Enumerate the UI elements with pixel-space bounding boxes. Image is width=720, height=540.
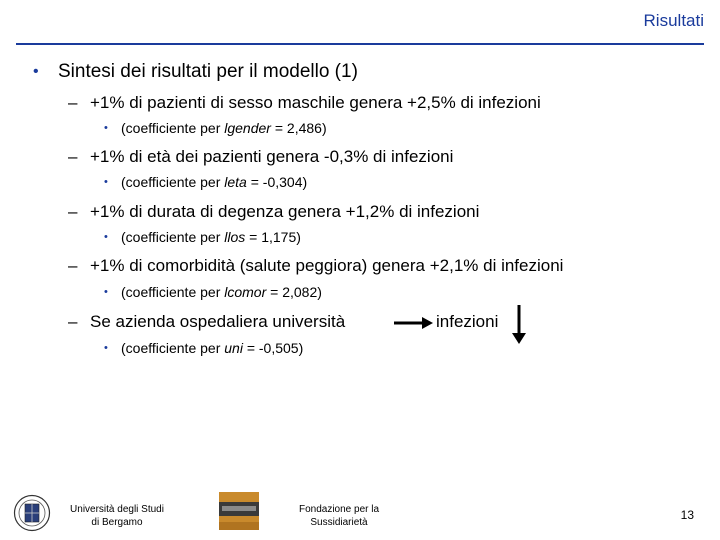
- item-detail: (coefficiente per llos = 1,175): [121, 229, 301, 245]
- footer-foundation-name: Fondazione per la Sussidiarietà: [298, 504, 380, 528]
- item-text: +1% di comorbidità (salute peggiora) genera +2,1% di infezioni: [90, 256, 564, 275]
- item-text: Se azienda ospedaliera università: [90, 312, 346, 331]
- dash-icon: –: [68, 202, 78, 221]
- dash-icon: –: [68, 93, 78, 112]
- dash-icon: –: [68, 147, 78, 166]
- item-detail: (coefficiente per uni = -0,505): [121, 340, 304, 356]
- item-text: +1% di pazienti di sesso maschile genera +2,5% di infezioni: [90, 93, 541, 112]
- dash-icon: –: [68, 312, 78, 331]
- slide-title: Risultati: [643, 11, 704, 30]
- university-seal-icon: [13, 494, 51, 532]
- bullet-icon: •: [33, 63, 39, 80]
- item-text-outcome: infezioni: [436, 312, 499, 331]
- right-arrow-icon: [394, 316, 434, 330]
- item-text: +1% di durata di degenza genera +1,2% di infezioni: [90, 202, 480, 221]
- dash-icon: –: [68, 256, 78, 275]
- dot-icon: •: [104, 342, 108, 354]
- item-detail: (coefficiente per lgender = 2,486): [121, 120, 327, 136]
- main-heading: Sintesi dei risultati per il modello (1): [58, 61, 358, 82]
- dot-icon: •: [104, 231, 108, 243]
- dot-icon: •: [104, 122, 108, 134]
- item-detail: (coefficiente per lcomor = 2,082): [121, 284, 322, 300]
- item-detail: (coefficiente per leta = -0,304): [121, 174, 308, 190]
- footer-university-name: Università degli Studi di Bergamo: [70, 504, 164, 528]
- foundation-logo-icon: [219, 492, 259, 530]
- item-text: +1% di età dei pazienti genera -0,3% di infezioni: [90, 147, 454, 166]
- page-number: 13: [680, 508, 694, 522]
- dot-icon: •: [104, 176, 108, 188]
- dot-icon: •: [104, 286, 108, 298]
- down-arrow-icon: [511, 305, 527, 345]
- title-rule: [16, 43, 704, 45]
